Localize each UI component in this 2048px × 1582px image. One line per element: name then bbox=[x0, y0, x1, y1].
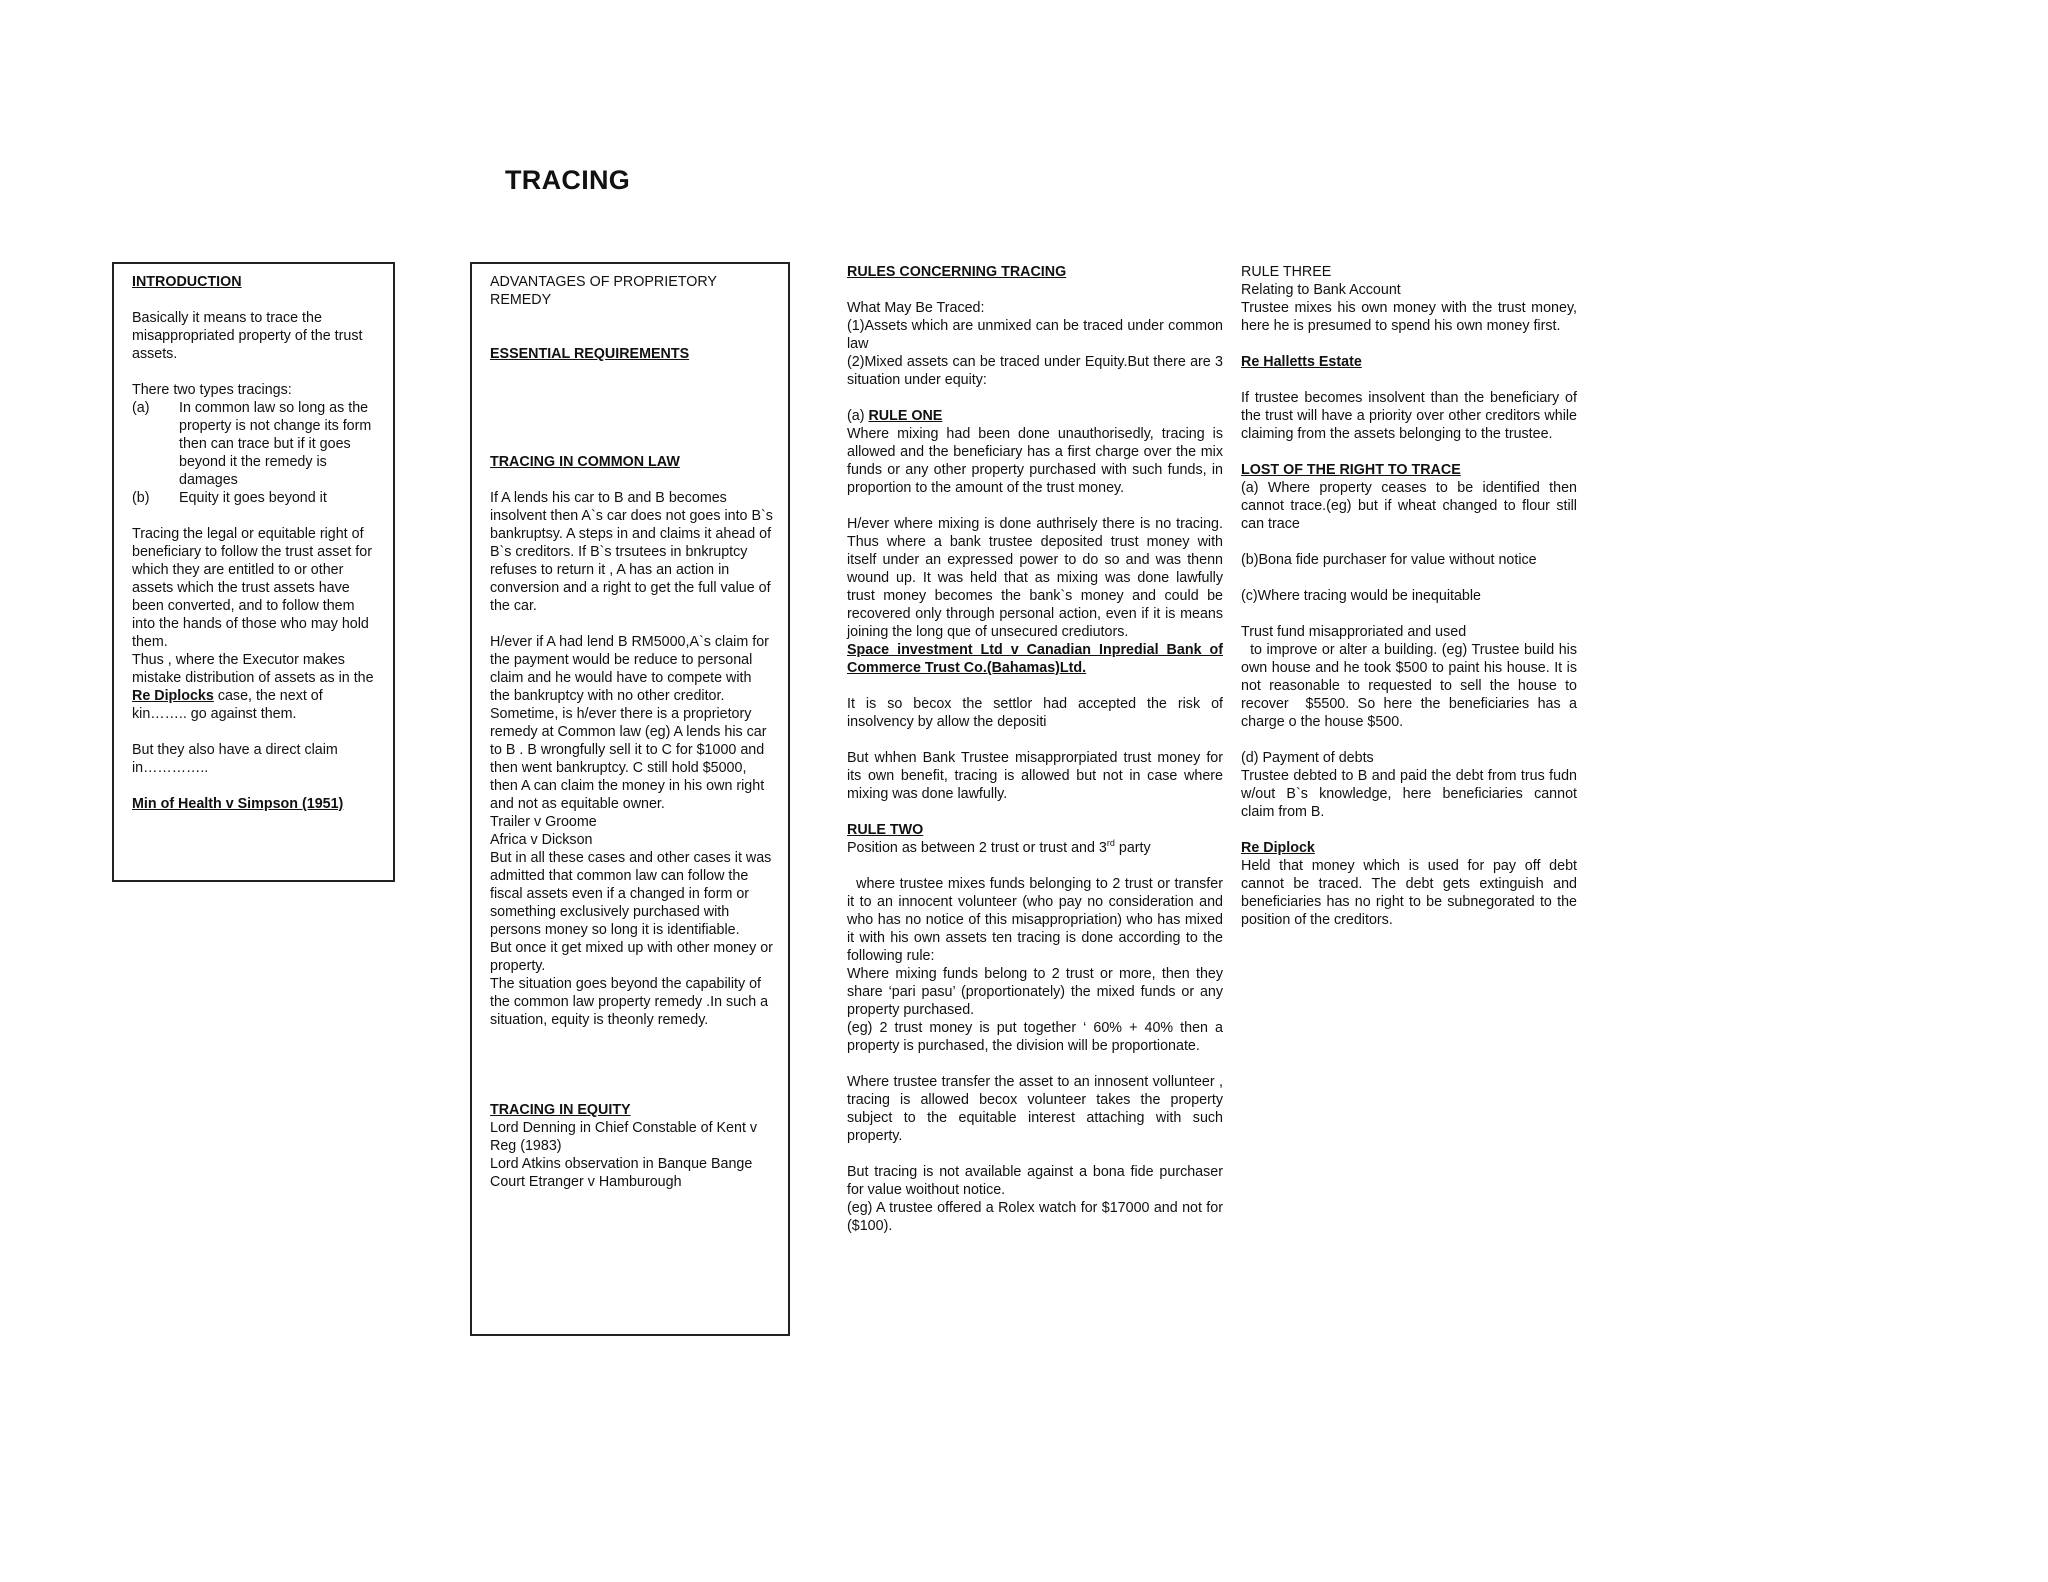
rules-paragraph: If trustee becomes insolvent than the beneficiary of the trust will have a priority over other creditors while claiming from the assets belonging to the trustee. bbox=[1241, 390, 1577, 442]
rule-three-subheading: Relating to Bank Account bbox=[1241, 282, 1401, 298]
list-text: In common law so long as the property is not change its form then can trace but if it goes beyond it the remedy is damages bbox=[179, 400, 372, 488]
rules-paragraph: Where trustee transfer the asset to an innosent vollunteer , tracing is allowed becox volunteer takes the property subject to the equitable interest attaching with such property. bbox=[847, 1074, 1223, 1144]
common-law-heading: TRACING IN COMMON LAW bbox=[490, 454, 680, 470]
rules-paragraph: (a) Where property ceases to be identified then cannot trace.(eg) but if wheat changed to flour still can trace bbox=[1241, 480, 1577, 532]
rule-two-heading: RULE TWO bbox=[847, 822, 924, 838]
rules-paragraph: (2)Mixed assets can be traced under Equity.But there are 3 situation under equity: bbox=[847, 354, 1223, 388]
rules-paragraph: (d) Payment of debts bbox=[1241, 750, 1374, 766]
rules-paragraph: It is so becox the settlor had accepted the risk of insolvency by allow the depositi bbox=[847, 696, 1223, 730]
case-name: Min of Health v Simpson (1951) bbox=[132, 796, 344, 812]
rule-three-column bbox=[1241, 263, 1581, 929]
rules-column bbox=[847, 263, 1227, 1235]
rules-paragraph: (eg) A trustee offered a Rolex watch for $17000 and not for ($100). bbox=[847, 1200, 1223, 1234]
rules-paragraph: Where mixing funds belong to 2 trust or more, then they share ‘pari pasu’ (proportionately) the mixed funds or any property purchased. bbox=[847, 966, 1223, 1018]
rules-paragraph: But whhen Bank Trustee misapprorpiated trust money for its own benefit, tracing is allowed but not in case where mixing was done lawfully. bbox=[847, 750, 1223, 802]
rules-paragraph: Where mixing had been done unauthorisedly, tracing is allowed and the beneficiary has a first charge over the mix funds or any other property purchased with such funds, in proportion to the amount of the trust money. bbox=[847, 426, 1223, 496]
advantages-heading: ADVANTAGES OF PROPRIETORY REMEDY bbox=[490, 274, 717, 308]
rule-one-heading bbox=[847, 407, 1223, 425]
rules-paragraph: (1)Assets which are unmixed can be traced under common law bbox=[847, 318, 1223, 352]
text-run: (a) bbox=[847, 408, 869, 424]
rule-label: RULE ONE bbox=[868, 408, 943, 424]
common-law-paragraph: But in all these cases and other cases it was admitted that common law can follow the fiscal assets even if a changed in form or something exclusively purchased with persons money so long it is identifiable. bbox=[490, 850, 772, 938]
rules-paragraph: But tracing is not available against a bona fide purchaser for value woithout notice. bbox=[847, 1164, 1223, 1198]
case-name: Trailer v Groome bbox=[490, 814, 597, 830]
intro-paragraph: There two types tracings: bbox=[132, 382, 292, 398]
rules-paragraph: to improve or alter a building. (eg) Trustee build his own house and he took $500 to paint his house. It is not reasonable to requested to sell the house to recover $5500. So here the beneficiaries has a charge o the house $500. bbox=[1241, 642, 1581, 730]
text-run: Thus , where the Executor makes mistake distribution of assets as in the bbox=[132, 652, 374, 686]
common-law-paragraph: If A lends his car to B and B becomes insolvent then A`s car does not goes into B`s bankruptsy. A steps in and claims it ahead of B`s creditors. If B`s trsutees in bnkruptcy refuses to return it , A has an action in conversion and a right to get the full value of the car. bbox=[490, 490, 773, 614]
intro-paragraph bbox=[132, 651, 377, 723]
equity-case: Lord Denning in Chief Constable of Kent v Reg (1983) bbox=[490, 1120, 758, 1154]
rule-two-subheading bbox=[847, 839, 1223, 857]
rules-paragraph: where trustee mixes funds belonging to 2 trust or transfer it to an innocent volunteer (who pay no consideration and who has no notice of this misappropriation) who has mixed it with his own assets ten tracing is done according to the following rule: bbox=[847, 876, 1227, 964]
introduction-heading: INTRODUCTION bbox=[132, 274, 242, 290]
advantages-column bbox=[490, 273, 775, 1191]
rules-heading: RULES CONCERNING TRACING bbox=[847, 264, 1067, 280]
list-item bbox=[132, 489, 377, 507]
case-name: Re Diplock bbox=[1241, 840, 1315, 856]
page-title: TRACING bbox=[505, 165, 631, 195]
rules-paragraph: (b)Bona fide purchaser for value without notice bbox=[1241, 552, 1537, 568]
list-label: (a) bbox=[132, 400, 150, 416]
equity-case: Lord Atkins observation in Banque Bange Court Etranger v Hamburough bbox=[490, 1156, 753, 1190]
common-law-paragraph: But once it get mixed up with other money or property. bbox=[490, 940, 773, 974]
essential-requirements-heading: ESSENTIAL REQUIREMENTS bbox=[490, 346, 690, 362]
rules-paragraph: (c)Where tracing would be inequitable bbox=[1241, 588, 1481, 604]
rules-paragraph: Trustee debted to B and paid the debt from trus fudn w/out B`s knowledge, here beneficiaries cannot claim from B. bbox=[1241, 768, 1577, 820]
rules-paragraph: H/ever where mixing is done authrisely there is no tracing. Thus where a bank trustee deposited trust money with itself under an expressed power to do so and was thenn wound up. It was held that as mixing was done lawfully trust money becomes the bank`s money and could be recovered only through personal action, even if it is means joining the long que of unsecured crediutors. bbox=[847, 516, 1223, 640]
list-label: (b) bbox=[132, 490, 150, 506]
text-run: Position as between 2 trust or trust and 3 bbox=[847, 840, 1107, 856]
common-law-paragraph: The situation goes beyond the capability of the common law property remedy .In such a situation, equity is theonly remedy. bbox=[490, 976, 769, 1028]
case-name: Re Halletts Estate bbox=[1241, 354, 1362, 370]
rules-paragraph: Held that money which is used for pay off debt cannot be traced. The debt gets extinguish and beneficiaries has no right to be subnegorated to the position of the creditors. bbox=[1241, 858, 1577, 928]
common-law-paragraph: H/ever if A had lend B RM5000,A`s claim for the payment would be reduce to personal claim and he would have to compete with the bankruptcy with no other creditor. Sometime, is h/ever there is a proprietory remedy at Common law (eg) A lends his car to B . B wrongfully sell it to C for $1000 and then went bankruptcy. C still hold $5000, then A can claim the money in his own right and not as equitable owner. bbox=[490, 634, 769, 812]
case-name: Re Diplocks bbox=[132, 688, 214, 704]
case-name: Africa v Dickson bbox=[490, 832, 593, 848]
introduction-column bbox=[132, 273, 377, 813]
rules-paragraph: Trustee mixes his own money with the trust money, here he is presumed to spend his own money first. bbox=[1241, 300, 1577, 334]
intro-paragraph: Tracing the legal or equitable right of beneficiary to follow the trust asset for which they are entitled to or other assets which the trust assets have been converted, and to follow them into the hands of those who may hold them. bbox=[132, 526, 372, 650]
lost-right-heading: LOST OF THE RIGHT TO TRACE bbox=[1241, 462, 1461, 478]
rules-paragraph: What May Be Traced: bbox=[847, 300, 985, 316]
list-item bbox=[132, 399, 377, 489]
rule-three-heading: RULE THREE bbox=[1241, 264, 1332, 280]
equity-heading: TRACING IN EQUITY bbox=[490, 1102, 631, 1118]
text-run: party bbox=[1114, 840, 1151, 856]
rules-paragraph: Trust fund misapproriated and used bbox=[1241, 624, 1467, 640]
case-name: Space investment Ltd v Canadian Inpredial Bank of Commerce Trust Co.(Bahamas)Ltd. bbox=[847, 642, 1223, 676]
rules-paragraph: (eg) 2 trust money is put together ‘ 60% + 40% then a property is purchased, the division will be proportionate. bbox=[847, 1020, 1223, 1054]
superscript: rd bbox=[1106, 838, 1115, 849]
list-text: Equity it goes beyond it bbox=[179, 490, 327, 506]
intro-paragraph: But they also have a direct claim in………….. bbox=[132, 742, 338, 776]
text-run: case, the next of kin…….. go against them. bbox=[132, 688, 323, 722]
intro-paragraph: Basically it means to trace the misappropriated property of the trust assets. bbox=[132, 310, 363, 362]
